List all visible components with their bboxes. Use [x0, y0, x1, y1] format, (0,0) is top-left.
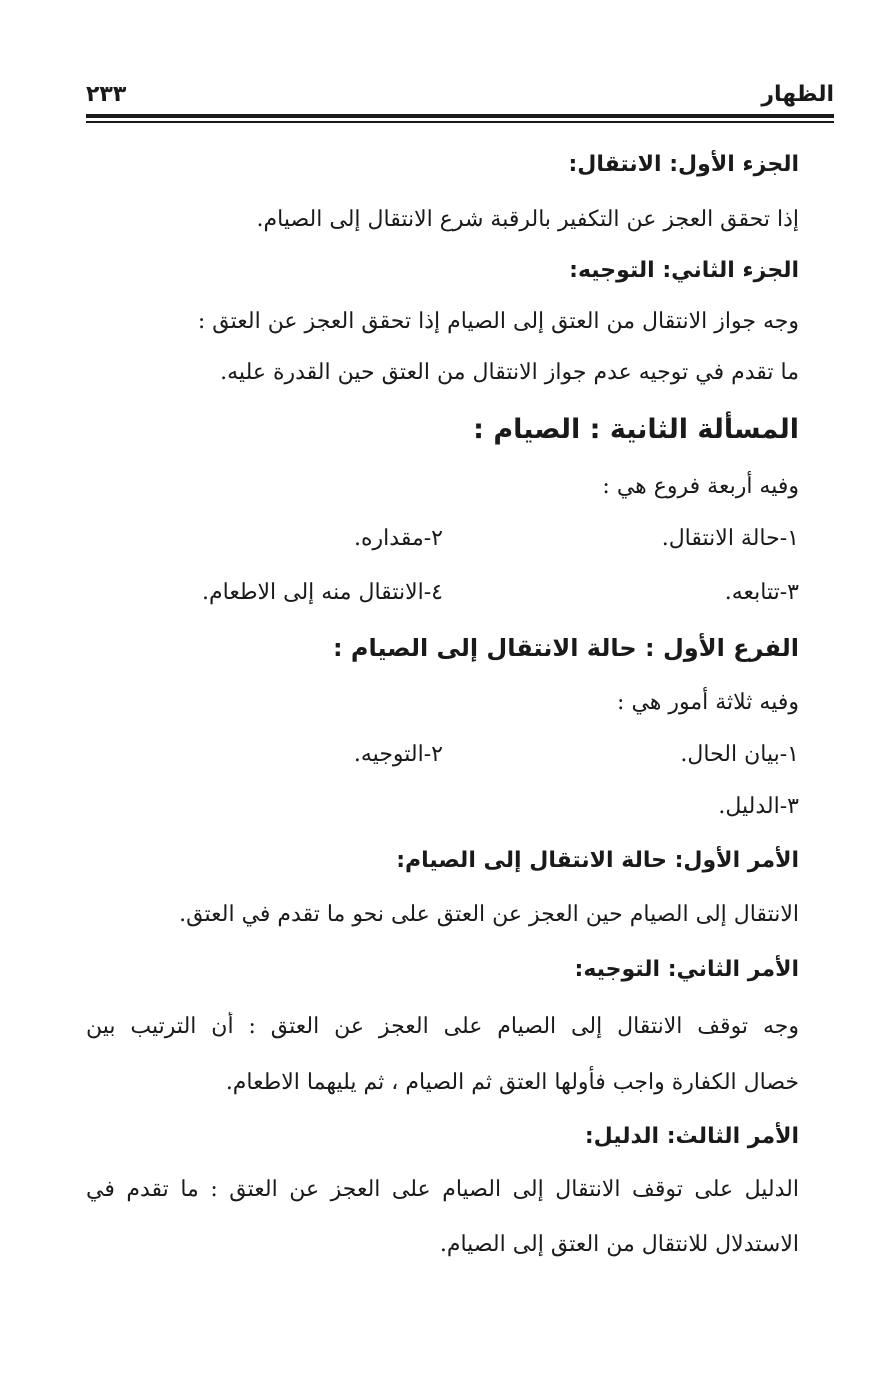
issue2-item-3: ٣-تتابعه.	[724, 580, 799, 605]
part2-text-line-1: وجه جواز الانتقال من العتق إلى الصيام إذا تحقق العجز عن العتق :	[197, 309, 799, 334]
page-number: ٢٣٣	[86, 82, 127, 107]
part2-text-line-2: ما تقدم في توجيه عدم جواز الانتقال من العتق حين القدرة عليه.	[220, 360, 799, 385]
branch1-item-3: ٣-الدليل.	[718, 794, 799, 819]
matter3-text-line-1: الدليل على توقف الانتقال إلى الصيام على العجز عن العتق : ما تقدم في	[86, 1177, 799, 1202]
matter3-text-line-2: الاستدلال للانتقال من العتق إلى الصيام.	[439, 1232, 799, 1257]
matter2-text-line-1: وجه توقف الانتقال إلى الصيام على العجز عن العتق : أن الترتيب بين	[86, 1014, 799, 1039]
issue2-item-4: ٤-الانتقال منه إلى الاطعام.	[202, 580, 443, 605]
branch1-item-1: ١-بيان الحال.	[680, 742, 799, 767]
branch1-intro: وفيه ثلاثة أمور هي :	[617, 690, 799, 715]
matter1-heading: الأمر الأول: حالة الانتقال إلى الصيام:	[396, 848, 799, 873]
matter1-text: الانتقال إلى الصيام حين العجز عن العتق على نحو ما تقدم في العتق.	[179, 902, 799, 927]
part1-heading: الجزء الأول: الانتقال:	[568, 152, 799, 177]
issue2-item-2: ٢-مقداره.	[354, 526, 443, 551]
header-rule-thick	[86, 114, 834, 118]
issue2-intro: وفيه أربعة فروع هي :	[602, 474, 799, 499]
matter2-heading: الأمر الثاني: التوجيه:	[574, 957, 799, 982]
part1-text: إذا تحقق العجز عن التكفير بالرقبة شرع الانتقال إلى الصيام.	[256, 207, 799, 232]
issue2-item-1: ١-حالة الانتقال.	[661, 526, 799, 551]
branch1-item-2: ٢-التوجيه.	[353, 742, 443, 767]
matter2-text-line-2: خصال الكفارة واجب فأولها العتق ثم الصيام ، ثم يليهما الاطعام.	[225, 1070, 799, 1095]
part2-heading: الجزء الثاني: التوجيه:	[569, 258, 799, 283]
branch1-heading: الفرع الأول : حالة الانتقال إلى الصيام :	[332, 634, 799, 662]
page-header	[86, 78, 834, 114]
running-title: الظهار	[761, 82, 834, 107]
matter3-heading: الأمر الثالث: الدليل:	[584, 1124, 799, 1149]
issue2-heading: المسألة الثانية : الصيام :	[473, 414, 799, 445]
header-rule-thin	[86, 121, 834, 123]
